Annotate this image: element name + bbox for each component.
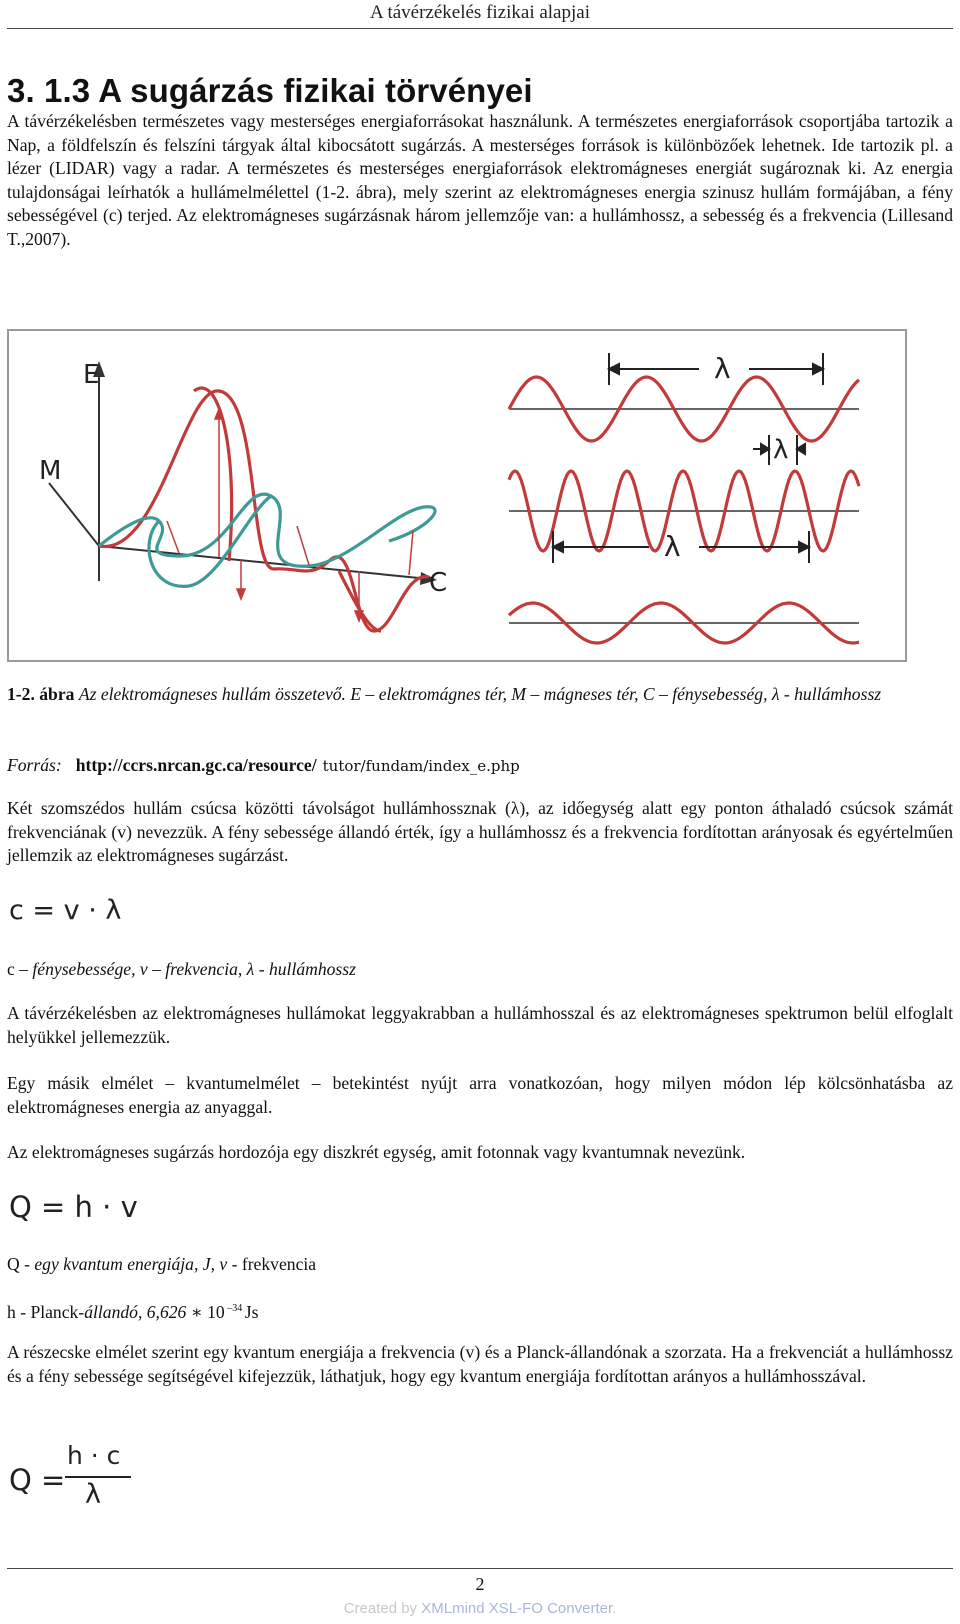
source-url[interactable]: http://ccrs.nrcan.gc.ca/resource/ — [75, 755, 317, 775]
legend-h-times: ∗ 10 — [186, 1301, 225, 1322]
wavelength-comparison — [509, 352, 859, 643]
label-e: E — [83, 360, 100, 390]
label-m: M — [39, 456, 62, 486]
footer-rule — [7, 1568, 953, 1569]
source-path: tutor/fundam/index_e.php — [322, 757, 520, 775]
m-axis — [49, 483, 99, 546]
legend-h-exponent: –34 — [224, 1303, 245, 1314]
paragraph-quantum: Egy másik elmélet – kvantumelmélet – betekintést nyújt arra vonatkozóan, hogy milyen módon lép kölcsönhatásba az elektromágneses energia az anyaggal. — [7, 1073, 953, 1117]
legend-q-suffix: - frekvencia — [227, 1254, 317, 1274]
formula-q-hc-lambda — [9, 1441, 129, 1511]
em-wave-3d — [39, 360, 447, 631]
paragraph-photon: Az elektromágneses sugárzás hordozója egy diszkrét egység, amit fotonnak vagy kvantumnak nevezünk. — [7, 1142, 746, 1162]
figure-caption — [7, 683, 953, 707]
formula-f3-lhs: Q = — [9, 1463, 66, 1497]
formula-f3-denominator: λ — [85, 1479, 101, 1510]
converter-suffix: . — [612, 1600, 617, 1617]
formula-c-v-lambda: c = v · λ — [9, 895, 122, 926]
legend-h-value: állandó, 6,626 — [84, 1301, 187, 1322]
paragraph-intro: A távérzékelésben természetes vagy mesterséges energiaforrásokat használunk. A természetes energiaforrások csoportjába tartozik a Nap, a földfelszín és felszíni tárgyak által kibocsátott sugárzás. A mesterséges források is különbözőek lehetnek. Ide tartozik pl. a lézer (LIDAR) vagy a radar. A természetes és mesterséges energiaforrások elektromágneses energiát sugároznak ki. Az energia tulajdonságai leírhatók a hullámelmélettel (1-2. ábra), mely szerint az elektromágneses energia szinusz hullám formájában, a fény sebességével (c) terjed. Az elektromágneses sugárzásnak három jellemzője van: a hullámhossz, a sebesség és a frekvencia (Lillesand T.,2007). — [7, 111, 953, 249]
formula-f3-numerator: h · c — [67, 1441, 121, 1470]
lambda-label-bottom: λ — [664, 530, 681, 563]
converter-credit — [0, 1600, 960, 1617]
converter-prefix: Created by — [343, 1600, 422, 1617]
figure-em-wave — [7, 329, 907, 662]
em-wave-illustration — [9, 331, 905, 660]
legend-q-prefix: Q - — [7, 1254, 35, 1274]
legend-q-terms: egy kvantum energiája, J, v — [34, 1254, 228, 1274]
legend-h-prefix: h - Planck- — [7, 1301, 85, 1322]
legend-h — [7, 1297, 258, 1324]
paragraph-spectrum: A távérzékelésben az elektromágneses hullámokat leggyakrabban a hullámhosszal és az elektromágneses spektrumon belül elfoglalt helyükkel jellemezzük. — [7, 1003, 953, 1047]
page-number: 2 — [475, 1574, 485, 1594]
section-title: 3. 1.3 A sugárzás fizikai törvényei — [7, 72, 533, 109]
legend-h-unit: Js — [244, 1301, 259, 1322]
running-header: A távérzékelés fizikai alapjai — [7, 2, 953, 29]
caption-label: 1-2. ábra — [7, 684, 75, 704]
legend-c-terms: fénysebessége, v – frekvencia, λ - hullámhossz — [32, 959, 356, 979]
field-vector-arrows — [167, 409, 413, 621]
paragraph-particle: A részecske elmélet szerint egy kvantum energiája a frekvencia (v) és a Planck-állandónak a szorzata. Ha a frekvenciát a hullámhossz és a fény sebessége segítségével kifejezzük, láthatjuk, hogy egy kvantum energiája fordítottan arányos a hullámhosszával. — [7, 1342, 953, 1386]
paragraph-wavelength: Két szomszédos hullám csúcsa közötti távolságot hullámhossznak (λ), az időegység alatt egy ponton áthaladó csúcsok számát frekvenciának (v) nevezzük. A fény sebessége állandó érték, így a hullámhossz és a frekvencia fordítottan arányosak és egyértelműen jellemzik az elektromágneses sugárzást. — [7, 798, 953, 866]
caption-text: Az elektromágneses hullám összetevő. E – elektromágnes tér, M – mágneses tér, C – fénysebesség, λ - hullámhossz — [78, 684, 882, 704]
electric-field-lobe-2 — [339, 571, 381, 631]
electric-field-lobe — [194, 388, 232, 561]
formula-q-h-v: Q = h · v — [9, 1190, 138, 1224]
lambda-label-top: λ — [714, 352, 731, 385]
figure-source — [7, 754, 520, 778]
lambda-label-middle: λ — [773, 435, 789, 465]
label-c: C — [429, 568, 448, 598]
source-label: Forrás: — [7, 755, 62, 775]
magnetic-field-lobe — [149, 496, 271, 586]
legend-c-prefix: c – — [7, 959, 33, 979]
converter-brand[interactable]: XMLmind XSL-FO Converter — [421, 1600, 613, 1617]
electric-field-wave — [99, 391, 429, 631]
legend-q — [7, 1253, 316, 1276]
legend-c-v-lambda — [7, 958, 356, 981]
formula-f3-fraction-bar — [65, 1476, 131, 1478]
